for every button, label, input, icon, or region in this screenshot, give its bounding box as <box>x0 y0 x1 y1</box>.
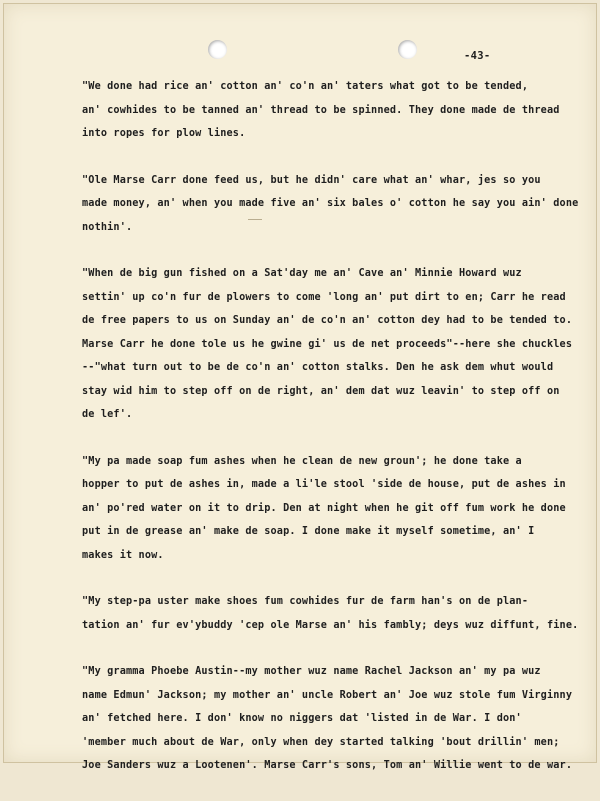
text-line: "Ole Marse Carr done feed us, but he didn' care what an' whar, jes so you <box>82 174 541 186</box>
text-line: "We done had rice an' cotton an' co'n an' taters what got to be tended, <box>82 81 529 92</box>
document-page <box>3 3 597 771</box>
punch-hole-right <box>398 40 417 59</box>
paragraph-6 <box>82 660 573 778</box>
punch-hole-left <box>208 40 227 59</box>
text-line: "My step-pa uster make shoes fum cowhides fur de farm han's on de plan- <box>82 596 529 607</box>
text-line: tation an' fur ev'ybuddy 'cep ole Marse an' his fambly; deys wuz diffunt, fine. <box>82 619 579 631</box>
typed-text-body <box>82 75 579 801</box>
text-line: name Edmun' Jackson; my mother an' uncle Robert an' Joe wuz stole fum Virginny <box>82 689 573 701</box>
text-line: settin' up co'n fur de plowers to come 'long an' put dirt to en; Carr he read <box>82 291 566 303</box>
paragraph-5 <box>82 590 579 637</box>
text-line: makes it now. <box>82 549 164 561</box>
text-line: de lef'. <box>82 409 133 420</box>
text-line: "My gramma Phoebe Austin--my mother wuz name Rachel Jackson an' my pa wuz <box>82 666 541 677</box>
text-line: "When de big gun fished on a Sat'day me an' Cave an' Minnie Howard wuz <box>82 268 522 279</box>
text-line: made money, an' when you made five an' six bales o' cotton he say you ain' done <box>82 198 579 209</box>
page-number: -43- <box>464 50 491 62</box>
paragraph-4 <box>82 450 566 568</box>
text-line: an' po'red water on it to drip. Den at night when he git off fum work he done <box>82 502 566 514</box>
paragraph-1 <box>82 75 560 146</box>
text-line: an' cowhides to be tanned an' thread to be spinned. They done made de thread <box>82 104 560 116</box>
text-line: de free papers to us on Sunday an' de co'n an' cotton dey had to be tended to. <box>82 315 573 326</box>
text-line: --"what turn out to be de co'n an' cotton stalks. Den he ask dem whut would <box>82 362 554 373</box>
paragraph-2 <box>82 169 579 240</box>
text-line: 'member much about de War, only when dey started talking 'bout drillin' men; <box>82 736 560 748</box>
text-line: Marse Carr he done tole us he gwine gi' us de net proceeds"--here she chuckles <box>82 338 573 350</box>
text-line: nothin'. <box>82 221 133 233</box>
text-line: hopper to put de ashes in, made a li'le stool 'side de house, put de ashes in <box>82 479 566 490</box>
paragraph-3 <box>82 262 573 427</box>
text-line: an' fetched here. I don' know no niggers dat 'listed in de War. I don' <box>82 713 522 724</box>
text-line: stay wid him to step off on de right, an' dem dat wuz leavin' to step off on <box>82 385 560 397</box>
text-line: "My pa made soap fum ashes when he clean de new groun'; he done take a <box>82 455 522 467</box>
text-line: Joe Sanders wuz a Lootenen'. Marse Carr's sons, Tom an' Willie went to de war. <box>82 760 573 771</box>
text-line: put in de grease an' make de soap. I done make it myself sometime, an' I <box>82 526 535 537</box>
text-line: into ropes for plow lines. <box>82 128 246 139</box>
